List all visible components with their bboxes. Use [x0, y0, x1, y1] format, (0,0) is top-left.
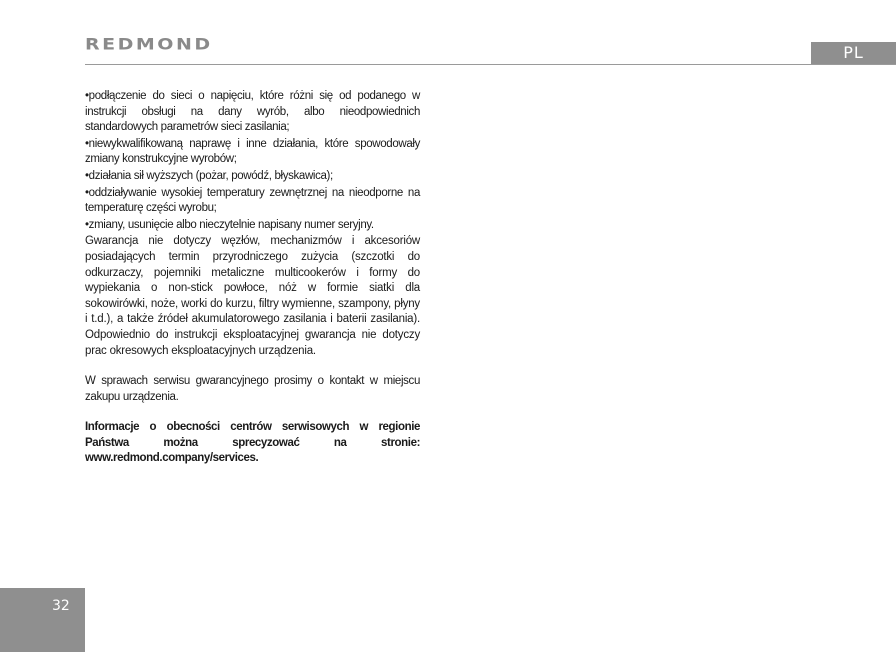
- bullet-item: •podłączenie do sieci o napięciu, które różni się od podanego w instrukcji obsługi na dany wyrób, albo nieodpowiednich standardowych parametrów sieci zasilania;: [85, 90, 420, 134]
- page-number-tab: [0, 588, 85, 652]
- bullet-item: •działania sił wyższych (pożar, powódź, błyskawica);: [85, 169, 333, 182]
- brand-logo: REDMOND: [85, 35, 213, 54]
- service-centers-info: Informacje o obecności centrów serwisowych w regionie Państwa można sprecyzować na stronie: www.redmond.company/services.: [85, 421, 420, 465]
- bullet-item: •oddziaływanie wysokiej temperatury zewnętrznej na nieodporne na temperaturę części wyrobu;: [85, 186, 420, 215]
- bullet-item: •niewykwalifikowaną naprawę i inne działania, które spowodowały zmiany konstrukcyjne wyrobów;: [85, 137, 420, 166]
- warranty-service-paragraph: W sprawach serwisu gwarancyjnego prosimy o kontakt w miejscu zakupu urządzenia.: [85, 375, 420, 403]
- header-divider: [85, 64, 896, 65]
- warranty-exclusions-paragraph: Gwarancja nie dotyczy węzłów, mechanizmów i akcesoriów posiadających termin przyrodniczego zużycia (szczotki do odkurzaczy, pojemniki metaliczne multicookerów i formy do wypiekania o non-stick powłoce, nóż w formie siatki dla sokowirówki, noże, worki do kurzu, filtry wymienne, szampony, płyny i t.d.), a także źródeł akumulatorowego zasilania i baterii zasilania). Odpowiednio do instrukcji eksploatacyjnej gwarancja nie dotyczy prac okresowych eksploatacyjnych urządzenia.: [85, 235, 420, 357]
- page-number: 32: [52, 598, 70, 614]
- warranty-text-column: [85, 89, 420, 467]
- bullet-item: •zmiany, usunięcie albo nieczytelnie napisany numer seryjny.: [85, 218, 374, 231]
- language-tab: PL: [811, 42, 896, 64]
